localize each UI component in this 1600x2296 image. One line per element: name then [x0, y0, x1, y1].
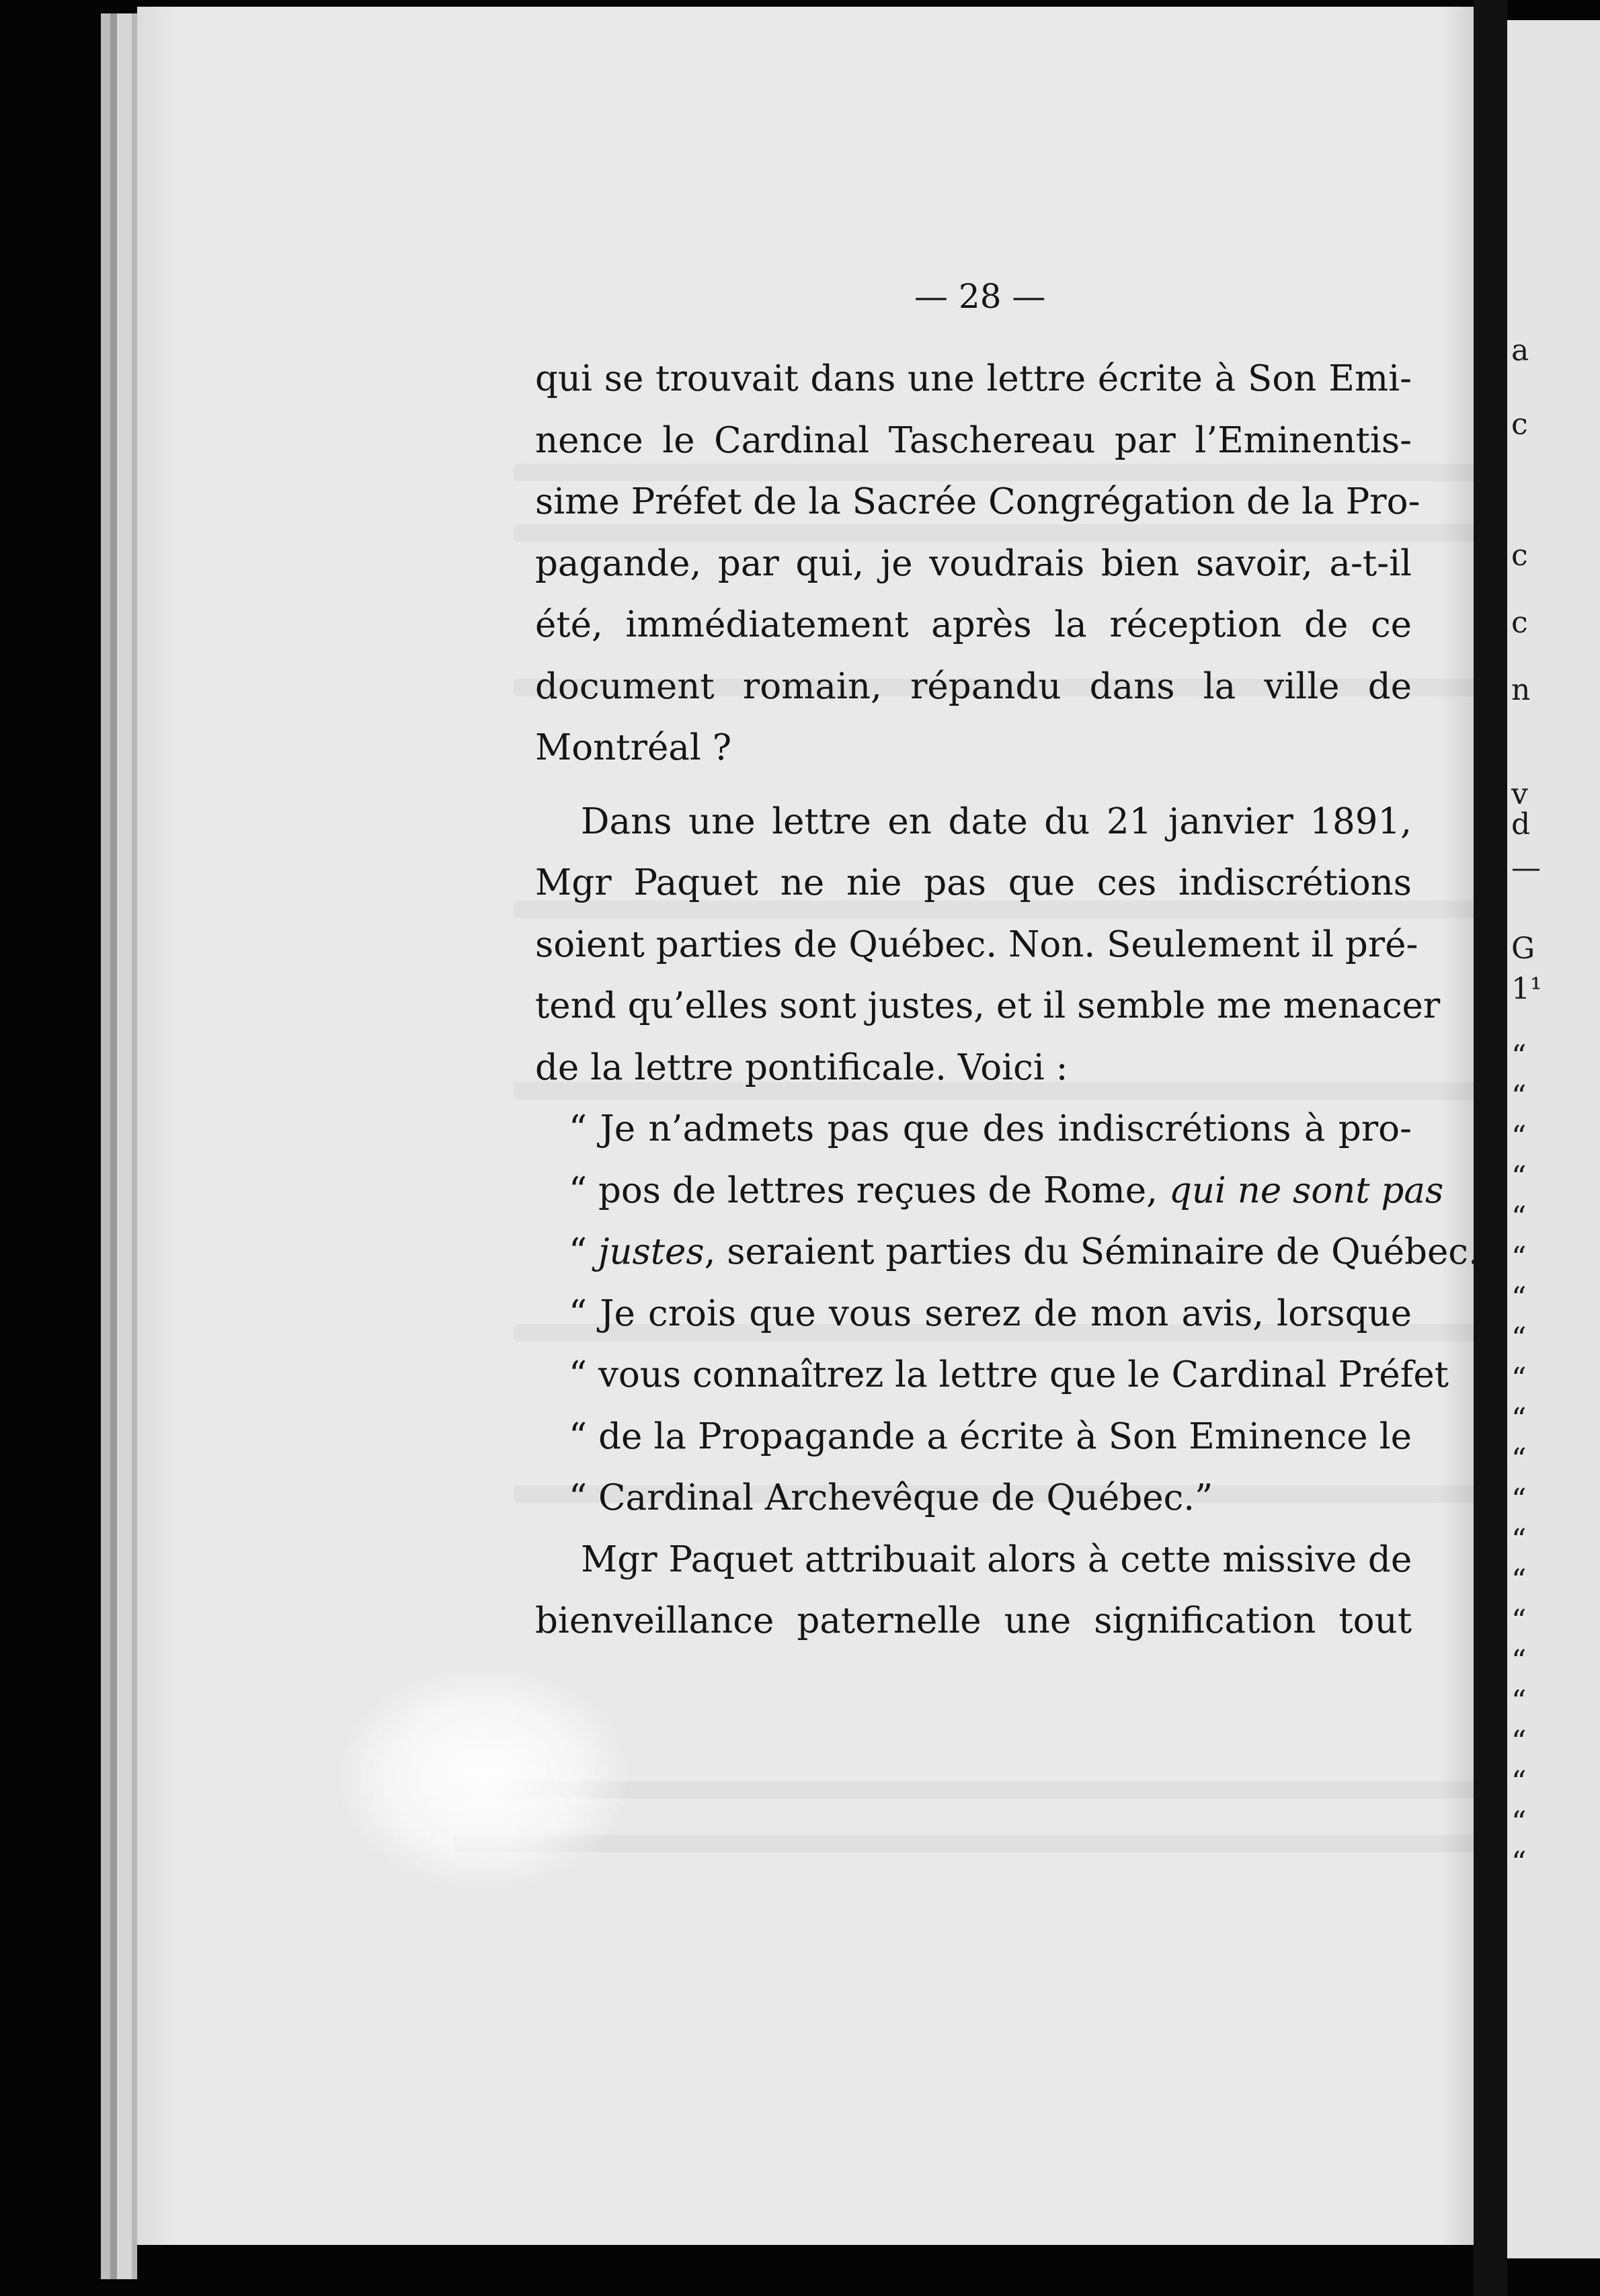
- text-line: de la lettre pontificale. Voici :: [535, 1047, 1068, 1088]
- facing-page-fragment: d: [1511, 807, 1531, 842]
- quote-line: “ Je n’admets pas que des indiscrétions à pro-: [569, 1108, 1412, 1149]
- quote-text: “: [569, 1231, 598, 1272]
- facing-page-fragment: “: [1511, 1483, 1527, 1517]
- page-edge: [132, 13, 137, 2279]
- facing-page-fragment: “: [1511, 1039, 1527, 1073]
- facing-page-fragment: “: [1511, 1241, 1527, 1275]
- facing-page-fragment: c: [1511, 606, 1528, 640]
- quote-italic: qui ne sont pas: [1168, 1170, 1444, 1211]
- text-line: nence le Cardinal Taschereau par l’Eminentis-: [535, 419, 1412, 461]
- text-line: Mgr Paquet ne nie pas que ces indiscrétions: [535, 862, 1412, 903]
- quote-line: “ vous connaîtrez la lettre que le Cardinal Préfet: [569, 1354, 1449, 1395]
- book-gutter: [1474, 0, 1507, 2296]
- paper-stain: [339, 1667, 628, 1889]
- text-line: soient parties de Québec. Non. Seulement il pré-: [535, 924, 1418, 965]
- facing-page-fragment: a: [1511, 333, 1529, 368]
- facing-page-fragment: “: [1511, 1160, 1527, 1194]
- facing-page-fragment: v: [1511, 777, 1528, 811]
- facing-page-fragment: c: [1511, 407, 1528, 442]
- quote-line: “ de la Propagande a écrite à Son Eminence le: [569, 1416, 1412, 1457]
- facing-page-fragment: “: [1511, 1120, 1527, 1154]
- facing-page-fragment: “: [1511, 1805, 1527, 1840]
- facing-page-fragment: “: [1511, 1684, 1527, 1719]
- facing-page-fragment: “: [1511, 1725, 1527, 1759]
- quote-italic: justes: [598, 1231, 705, 1272]
- facing-page-fragment: “: [1511, 1765, 1527, 1799]
- quote-text: , seraient parties du Séminaire de Québec.: [704, 1231, 1480, 1272]
- facing-page-fragment: “: [1511, 1563, 1527, 1598]
- facing-page-fragment: “: [1511, 1362, 1527, 1396]
- facing-page-fragment: c: [1511, 538, 1528, 573]
- facing-page: [1507, 20, 1600, 2258]
- quote-line: [535, 1221, 1480, 1283]
- quote-line: “ Je crois que vous serez de mon avis, lorsque: [569, 1293, 1412, 1334]
- quote-text: “ pos de lettres reçues de Rome,: [569, 1170, 1169, 1211]
- facing-page-fragment: n: [1511, 673, 1531, 707]
- text-line: document romain, répandu dans la ville de: [535, 665, 1412, 707]
- text-line: qui se trouvait dans une lettre écrite à Son Emi-: [535, 358, 1412, 399]
- text-line: tend qu’elles sont justes, et il semble me menacer: [535, 985, 1441, 1026]
- facing-page-fragment: “: [1511, 1079, 1527, 1114]
- facing-page-fragment: “: [1511, 1200, 1527, 1235]
- facing-page-fragment: “: [1511, 1604, 1527, 1638]
- facing-page-fragment: 1¹: [1511, 972, 1542, 1006]
- page-edge: [117, 13, 132, 2279]
- text-line: Dans une lettre en date du 21 janvier 1891,: [581, 801, 1412, 842]
- facing-page-fragment: “: [1511, 1644, 1527, 1678]
- body-text: [535, 348, 1480, 1652]
- facing-page-fragment: “: [1511, 1402, 1527, 1436]
- page-edge: [101, 13, 110, 2279]
- facing-page-fragment: “: [1511, 1321, 1527, 1356]
- page-edge: [110, 13, 117, 2279]
- facing-page-fragment: “: [1511, 1846, 1527, 1880]
- text-line: Mgr Paquet attribuait alors à cette missive de: [581, 1539, 1412, 1580]
- facing-page-fragment: “: [1511, 1442, 1527, 1477]
- text-line: pagande, par qui, je voudrais bien savoir, a-t-il: [535, 542, 1412, 584]
- facing-page-fragment: —: [1511, 851, 1541, 885]
- quote-line: “ Cardinal Archevêque de Québec.”: [569, 1477, 1213, 1518]
- facing-page-fragment: “: [1511, 1281, 1527, 1315]
- text-line: bienveillance paternelle une signification tout: [535, 1600, 1412, 1641]
- text-line: été, immédiatement après la réception de ce: [535, 604, 1412, 645]
- facing-page-fragment: G: [1511, 932, 1535, 966]
- quote-line: [535, 1160, 1444, 1222]
- facing-page-fragment: “: [1511, 1523, 1527, 1557]
- text-line: sime Préfet de la Sacrée Congrégation de la Pro-: [535, 481, 1421, 522]
- page-number: — 28 —: [914, 277, 1046, 316]
- text-line: Montréal ?: [535, 727, 732, 768]
